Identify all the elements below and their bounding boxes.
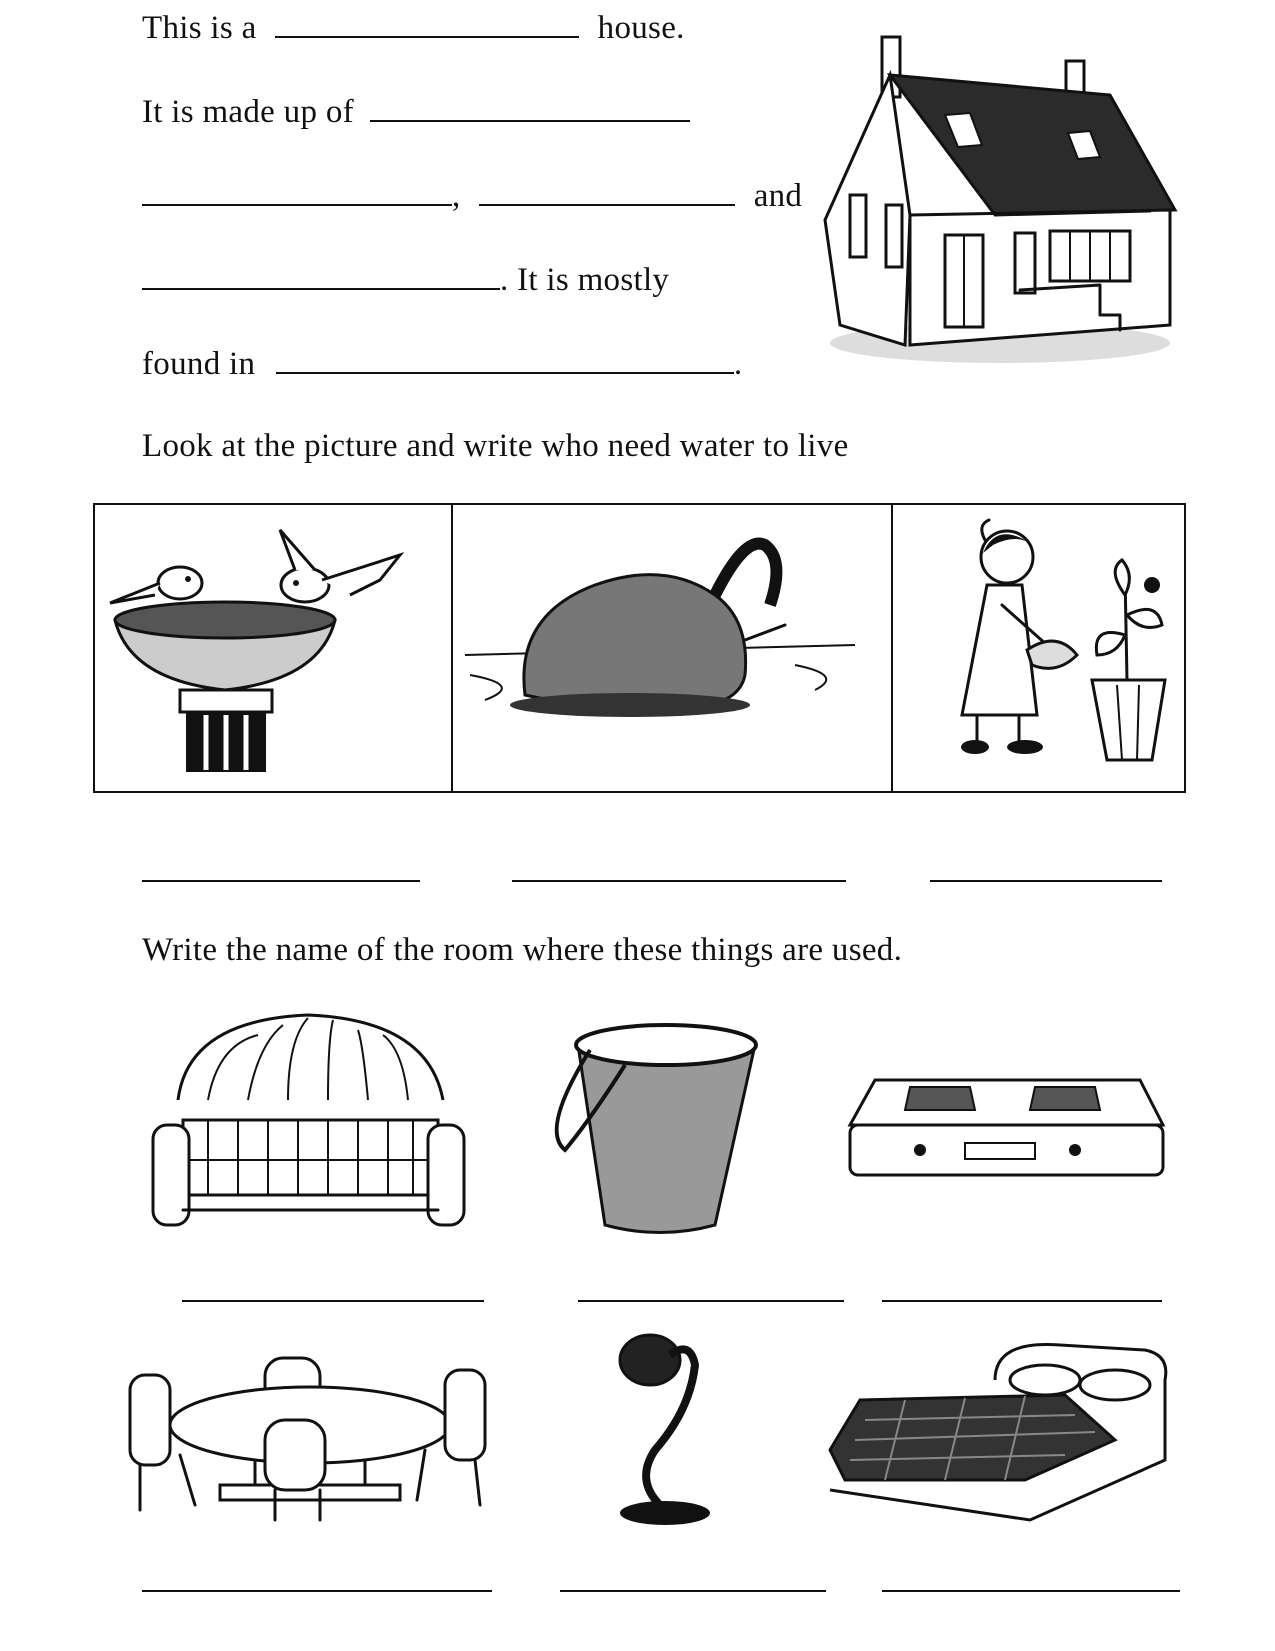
dining-table-icon <box>125 1340 495 1525</box>
answer-line-dining[interactable] <box>142 1590 492 1592</box>
birds-bath-icon <box>100 525 445 775</box>
sentence-line-5 <box>142 344 742 383</box>
answer-line-birds[interactable] <box>142 880 420 882</box>
table-divider <box>451 505 453 791</box>
sentence-text: . It is mostly <box>500 262 670 298</box>
answer-line-elephant[interactable] <box>512 880 846 882</box>
instruction-water: Look at the picture and write who need water to live <box>142 428 849 464</box>
comma-text: , <box>452 178 461 214</box>
instruction-rooms: Write the name of the room where these things are used. <box>142 932 903 968</box>
answer-line-bed[interactable] <box>882 1590 1180 1592</box>
answer-line-bucket[interactable] <box>578 1300 844 1302</box>
answer-line-sofa[interactable] <box>182 1300 484 1302</box>
sentence-text: . <box>733 346 743 382</box>
sentence-line-1 <box>142 8 685 47</box>
sentence-line-4 <box>142 260 669 299</box>
sentence-line-2 <box>142 92 690 131</box>
answer-blank[interactable] <box>370 92 690 122</box>
bucket-icon <box>550 1010 780 1245</box>
answer-line-stove[interactable] <box>882 1300 1162 1302</box>
answer-line-girl[interactable] <box>930 880 1162 882</box>
table-lamp-icon <box>610 1330 725 1530</box>
table-divider <box>891 505 893 791</box>
sentence-line-3 <box>142 176 802 215</box>
gas-stove-icon <box>845 1065 1170 1185</box>
answer-blank[interactable] <box>479 176 735 206</box>
sentence-text: found in <box>142 346 256 382</box>
elephant-icon <box>465 525 875 775</box>
answer-blank[interactable] <box>276 344 734 374</box>
house-icon <box>820 25 1180 370</box>
answer-line-lamp[interactable] <box>560 1590 826 1592</box>
answer-blank[interactable] <box>275 8 579 38</box>
picture-table <box>93 503 1186 793</box>
sentence-text: house. <box>597 10 685 46</box>
answer-blank[interactable] <box>142 176 452 206</box>
bed-icon <box>825 1340 1170 1530</box>
answer-blank[interactable] <box>142 260 500 290</box>
sentence-text: It is made up of <box>142 94 354 130</box>
sentence-text: and <box>753 178 803 214</box>
sofa-icon <box>148 1010 473 1245</box>
sentence-text: This is a <box>142 10 257 46</box>
girl-watering-plant-icon <box>907 515 1177 775</box>
